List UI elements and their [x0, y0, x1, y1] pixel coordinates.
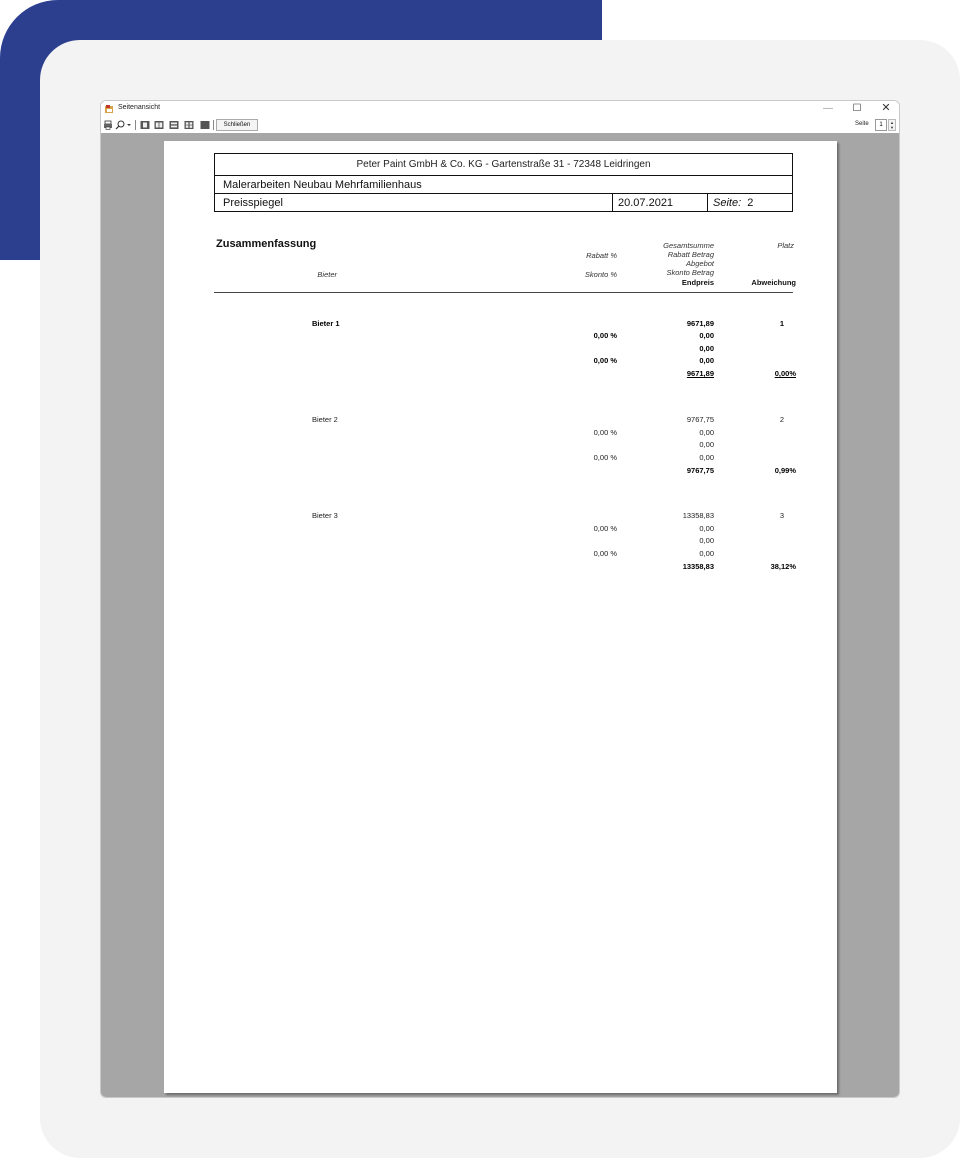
print-preview-window — [100, 100, 900, 1098]
print-icon[interactable] — [103, 120, 113, 130]
title-bar — [101, 101, 899, 118]
page-info-label: Seite: — [713, 197, 742, 209]
report-date: 20.07.2021 — [612, 194, 707, 212]
col-skonto-betrag: Skonto Betrag — [666, 268, 714, 277]
multi-pages-icon[interactable] — [184, 120, 194, 130]
bidder-gesamtsumme: 9671,89 — [686, 319, 714, 328]
bidder-skonto-pct: 0,00 % — [593, 549, 617, 558]
toolbar — [101, 118, 899, 133]
col-abgebot: Abgebot — [686, 259, 714, 268]
bidder-gesamtsumme: 9767,75 — [686, 415, 714, 424]
bidder-abgebot: 0,00 — [699, 344, 714, 353]
company-line: Peter Paint GmbH & Co. KG - Gartenstraße 31 - 72348 Leidringen — [215, 154, 792, 176]
col-bieter: Bieter — [317, 270, 337, 279]
four-pages-icon[interactable] — [169, 120, 179, 130]
bidder-endpreis: 9671,89 — [686, 369, 714, 378]
col-platz: Platz — [777, 241, 794, 250]
col-gesamtsumme: Gesamtsumme — [663, 241, 714, 250]
bidder-platz: 3 — [779, 511, 784, 520]
chevron-down-icon[interactable] — [126, 120, 132, 130]
bidder-name: Bieter 3 — [312, 511, 338, 520]
col-rabatt-betrag: Rabatt Betrag — [667, 250, 714, 259]
report-header — [214, 153, 793, 212]
bidder-skonto-betrag: 0,00 — [699, 549, 714, 558]
page-info — [707, 194, 793, 212]
col-endpreis: Endpreis — [681, 278, 714, 287]
col-rabatt-pct: Rabatt % — [586, 251, 617, 260]
minimize-button[interactable]: — — [823, 103, 833, 114]
bidder-platz: 1 — [779, 319, 784, 328]
bidder-abweichung: 38,12% — [770, 562, 796, 571]
full-page-icon[interactable] — [200, 120, 210, 130]
header-rule — [214, 292, 793, 293]
close-window-button[interactable]: ✕ — [881, 102, 891, 114]
bidder-rabatt-betrag: 0,00 — [699, 428, 714, 437]
bidder-rabatt-pct: 0,00 % — [593, 331, 617, 340]
bidder-abweichung: 0,99% — [774, 466, 796, 475]
bidder-skonto-betrag: 0,00 — [699, 453, 714, 462]
bidder-rabatt-betrag: 0,00 — [699, 524, 714, 533]
bidder-skonto-pct: 0,00 % — [593, 453, 617, 462]
zoom-icon[interactable] — [115, 120, 125, 130]
bidder-abweichung: 0,00% — [774, 369, 796, 378]
page-spinner[interactable]: ▲ ▼ — [888, 119, 896, 131]
page-label: Seite — [855, 121, 869, 127]
col-abweichung: Abweichung — [751, 278, 796, 287]
section-title: Zusammenfassung — [216, 238, 317, 250]
bidder-name: Bieter 1 — [312, 319, 340, 328]
two-pages-icon[interactable] — [154, 120, 164, 130]
bidder-skonto-betrag: 0,00 — [699, 356, 714, 365]
bidder-platz: 2 — [779, 415, 784, 424]
bidder-rabatt-pct: 0,00 % — [593, 428, 617, 437]
bidder-abgebot: 0,00 — [699, 536, 714, 545]
col-skonto-pct: Skonto % — [584, 270, 617, 279]
window-title: Seitenansicht — [118, 104, 161, 111]
page-info-number: 2 — [747, 197, 754, 209]
close-preview-button[interactable]: Schließen — [216, 119, 258, 131]
header-info-row — [215, 194, 792, 212]
bidder-skonto-pct: 0,00 % — [593, 356, 617, 365]
maximize-button[interactable]: ☐ — [852, 103, 862, 114]
app-icon — [104, 104, 114, 114]
bidder-name: Bieter 2 — [312, 415, 338, 424]
doc-type: Preisspiegel — [223, 197, 283, 209]
bidder-endpreis: 9767,75 — [686, 466, 714, 475]
bidder-endpreis: 13358,83 — [682, 562, 714, 571]
page-number-input[interactable]: 1 — [875, 119, 887, 131]
bidder-gesamtsumme: 13358,83 — [682, 511, 714, 520]
toolbar-separator — [135, 120, 136, 130]
toolbar-separator — [213, 120, 214, 130]
bidder-rabatt-betrag: 0,00 — [699, 331, 714, 340]
report-page — [164, 141, 837, 1093]
one-page-icon[interactable] — [140, 120, 150, 130]
bidder-rabatt-pct: 0,00 % — [593, 524, 617, 533]
preview-area[interactable] — [101, 133, 900, 1098]
bidder-abgebot: 0,00 — [699, 440, 714, 449]
project-title: Malerarbeiten Neubau Mehrfamilienhaus — [215, 176, 792, 194]
